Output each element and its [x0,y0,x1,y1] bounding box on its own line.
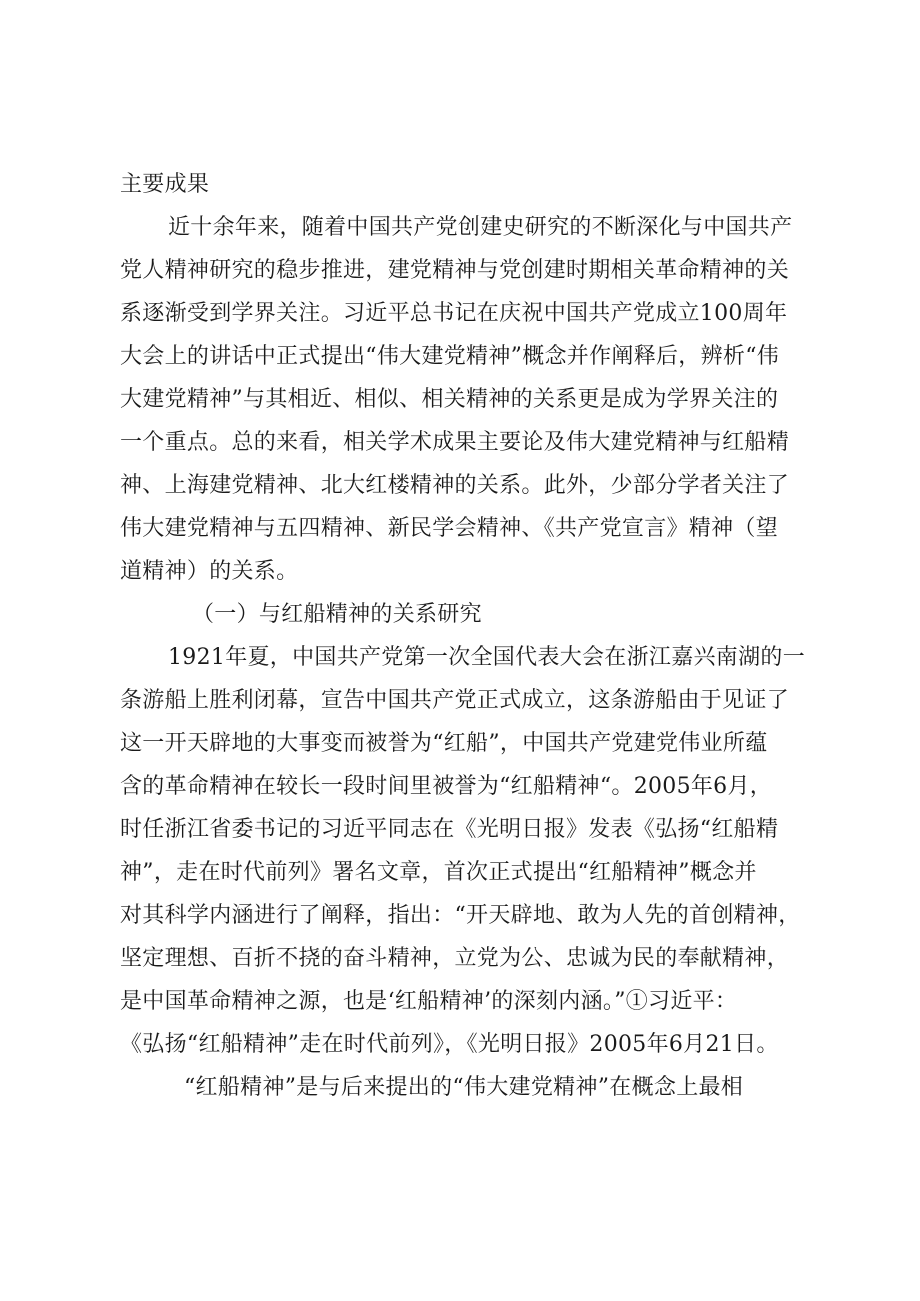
paragraph-line: 对其科学内涵进行了阐释，指出：“开天辟地、敢为人先的首创精神， [120,903,801,928]
subsection-heading: （一）与红船精神的关系研究 [192,602,482,627]
paragraph-line: 是中国革命精神之源，也是‘红船精神’的深刻内涵。”①习近平： [120,989,738,1014]
paragraph-line: 坚定理想、百折不挠的奋斗精神，立党为公、忠诚为民的奉献精神， [120,946,790,971]
paragraph-line: 含的革命精神在较长一段时间里被誉为“红船精神“。2005年6月， [120,774,773,799]
section-heading: 主要成果 [120,172,210,197]
paragraph-line: 大建党精神”与其相近、相似、相关精神的关系更是成为学界关注的 [120,387,779,412]
paragraph-line: “红船精神”是与后来提出的“伟大建党精神”在概念上最相 [184,1075,744,1100]
paragraph-line: 近十余年来，随着中国共产党创建史研究的不断深化与中国共产 [168,215,793,240]
paragraph-line: 伟大建党精神与五四精神、新民学会精神、《共产党宣言》精神（望 [120,516,779,541]
paragraph-line: 这一开天辟地的大事变而被誉为“红船”，中国共产党建党伟业所蕴 [120,731,768,756]
paragraph-line: 一个重点。总的来看，相关学术成果主要论及伟大建党精神与红船精 [120,430,790,455]
paragraph-line: 1921年夏，中国共产党第一次全国代表大会在浙江嘉兴南湖的一 [168,645,805,670]
paragraph-line: 大会上的讲话中正式提出“伟大建党精神”概念并作阐释后，辨析“伟 [120,344,780,369]
paragraph-line: 系逐渐受到学界关注。习近平总书记在庆祝中国共产党成立100周年 [120,301,788,326]
paragraph-line: 时任浙江省委书记的习近平同志在《光明日报》发表《弘扬“红船精 [120,817,779,842]
paragraph-line: 神”，走在时代前列》署名文章，首次正式提出“红船精神”概念并 [120,860,757,885]
paragraph-line: 条游船上胜利闭幕，宣告中国共产党正式成立，这条游船由于见证了 [120,688,790,713]
paragraph-line: 道精神）的关系。 [120,559,299,584]
footnote-line: 《弘扬“红船精神”走在时代前列》，《光明日报》2005年6月21日。 [120,1032,779,1057]
paragraph-line: 党人精神研究的稳步推进，建党精神与党创建时期相关革命精神的关 [120,258,790,283]
paragraph-line: 神、上海建党精神、北大红楼精神的关系。此外，少部分学者关注了 [120,473,790,498]
